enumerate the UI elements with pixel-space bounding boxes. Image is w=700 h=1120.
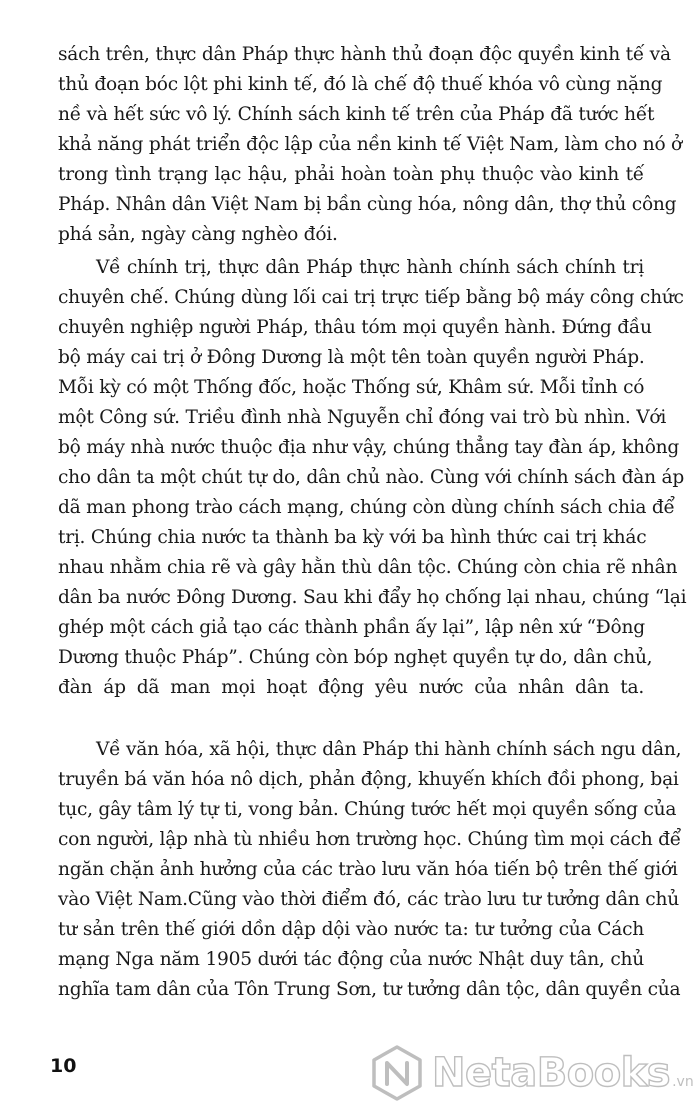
text-line: mạng Nga năm 1905 dưới tác động của nước Nhật duy tân, chủ — [58, 949, 644, 970]
text-line: Về chính trị, thực dân Pháp thực hành chính sách chính trị — [96, 257, 644, 278]
text-line: nghĩa tam dân của Tôn Trung Sơn, tư tưởng dân tộc, dân quyền của — [58, 979, 681, 1000]
text-line: bộ máy cai trị ở Đông Dương là một tên toàn quyền người Pháp. — [58, 347, 645, 368]
text-line: truyền bá văn hóa nô dịch, phản động, khuyến khích đồi phong, bại — [58, 769, 679, 790]
text-line: đàn áp dã man mọi hoạt động yêu nước của nhân dân ta. — [58, 677, 644, 698]
watermark-suffix: .vn — [672, 1074, 694, 1090]
text-line: phá sản, ngày càng nghèo đói. — [58, 224, 338, 245]
text-line: sách trên, thực dân Pháp thực hành thủ đoạn độc quyền kinh tế và — [58, 44, 671, 65]
text-line: dã man phong trào cách mạng, chúng còn dùng chính sách chia để — [58, 497, 675, 518]
text-line: chuyên chế. Chúng dùng lối cai trị trực tiếp bằng bộ máy công chức — [58, 287, 684, 308]
watermark — [368, 1038, 694, 1108]
page-number: 10 — [50, 1055, 77, 1077]
text-line: cho dân ta một chút tự do, dân chủ nào. Cùng với chính sách đàn áp — [58, 467, 684, 488]
text-line: vào Việt Nam.Cũng vào thời điểm đó, các trào lưu tư tưởng dân chủ — [58, 889, 679, 910]
text-line: nhau nhằm chia rẽ và gây hằn thù dân tộc. Chúng còn chia rẽ nhân — [58, 557, 678, 578]
text-line: ngăn chặn ảnh hưởng của các trào lưu văn hóa tiến bộ trên thế giới — [58, 859, 678, 880]
watermark-brand: NetaBooks — [432, 1050, 671, 1096]
text-line: trong tình trạng lạc hậu, phải hoàn toàn phụ thuộc vào kinh tế — [58, 164, 644, 185]
text-line: khả năng phát triển độc lập của nền kinh tế Việt Nam, làm cho nó ở — [58, 134, 682, 155]
text-line: chuyên nghiệp người Pháp, thâu tóm mọi quyền hành. Đứng đầu — [58, 317, 652, 338]
text-line: trị. Chúng chia nước ta thành ba kỳ với ba hình thức cai trị khác — [58, 527, 647, 548]
text-line: thủ đoạn bóc lột phi kinh tế, đó là chế độ thuế khóa vô cùng nặng — [58, 74, 663, 95]
text-line: dân ba nước Đông Dương. Sau khi đẩy họ chống lại nhau, chúng “lại — [58, 587, 687, 608]
text-line — [58, 703, 644, 733]
text-line: bộ máy nhà nước thuộc địa như vậy, chúng thẳng tay đàn áp, không — [58, 437, 680, 458]
netabooks-logo-icon — [368, 1044, 426, 1102]
text-line: ghép một cách giả tạo các thành phần ấy lại”, lập nên xứ “Đông — [58, 617, 645, 638]
text-line: tư sản trên thế giới dồn dập dội vào nước ta: tư tưởng của Cách — [58, 919, 644, 940]
text-line: Về văn hóa, xã hội, thực dân Pháp thi hành chính sách ngu dân, — [96, 739, 682, 760]
text-line: Dương thuộc Pháp”. Chúng còn bóp nghẹt quyền tự do, dân chủ, — [58, 647, 653, 668]
text-line: con người, lập nhà tù nhiều hơn trường học. Chúng tìm mọi cách để — [58, 829, 681, 850]
text-line: Mỗi kỳ có một Thống đốc, hoặc Thống sứ, Khâm sứ. Mỗi tỉnh có — [58, 377, 645, 398]
text-line: nề và hết sức vô lý. Chính sách kinh tế trên của Pháp đã tước hết — [58, 104, 655, 125]
text-line: tục, gây tâm lý tự ti, vong bản. Chúng tước hết mọi quyền sống của — [58, 799, 677, 820]
text-line: Pháp. Nhân dân Việt Nam bị bần cùng hóa, nông dân, thợ thủ công — [58, 194, 677, 215]
text-line: một Công sứ. Triều đình nhà Nguyễn chỉ đóng vai trò bù nhìn. Với — [58, 407, 667, 428]
